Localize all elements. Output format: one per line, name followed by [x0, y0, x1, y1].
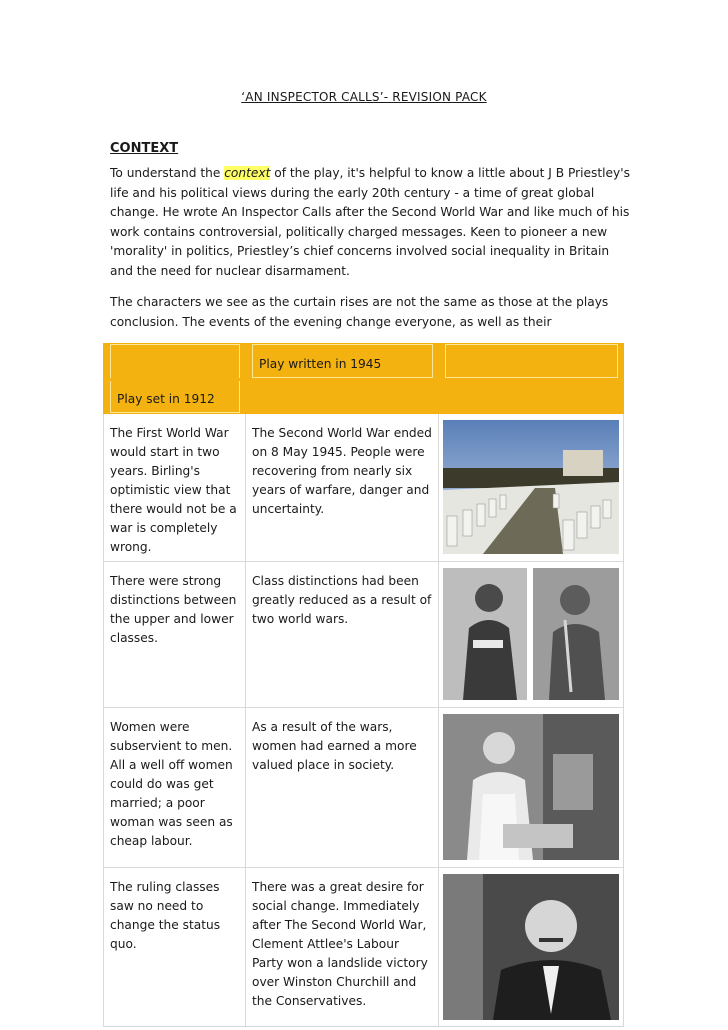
- table-row: [104, 562, 624, 708]
- context-paragraph-2: The characters we see as the curtain rises are not the same as those at the plays conclusion. The events of the evening change everyone, as well as their: [110, 295, 609, 329]
- set-1912-cell: The ruling classes saw no need to change the status quo.: [110, 880, 221, 951]
- context-paragraph-1: To understand the context of the play, it's helpful to know a little about J B Priestley's life and his political views during the early 20th century - a time of great global change. He wrote An Inspector Calls after the Second World War and like much of his work contains controversial, politically charged messages. Keen to pioneer a new 'morality' in politics, Priestley’s chief concerns involved social inequality in Britain and the need for nuclear disarmament.: [110, 166, 630, 278]
- highlighted-word: context: [224, 166, 271, 180]
- two-men-photos: [443, 568, 619, 700]
- written-1945-cell: The Second World War ended on 8 May 1945. People were recovering from nearly six years of warfare, danger and uncertainty.: [252, 426, 432, 516]
- set-1912-cell: The First World War would start in two years. Birling's optimistic view that there would not be a war is completely wrong.: [110, 426, 237, 554]
- woman-working-photo: [443, 714, 619, 860]
- header-set: Play set in 1912: [117, 392, 215, 406]
- table-row: [104, 868, 624, 1027]
- written-1945-cell: Class distinctions had been greatly reduced as a result of two world wars.: [252, 574, 432, 626]
- war-cemetery-photo: [443, 420, 619, 554]
- table-header-row: [104, 344, 624, 381]
- written-1945-cell: There was a great desire for social change. Immediately after The Second World War, Clement Attlee's Labour Party won a landslide victory over Winston Churchill and the Conservatives.: [252, 880, 428, 1008]
- table-row: [104, 708, 624, 868]
- context-heading: CONTEXT: [110, 141, 179, 156]
- table-header-row: [104, 381, 624, 414]
- set-1912-cell: There were strong distinctions between the upper and lower classes.: [110, 574, 237, 645]
- document-title: ‘AN INSPECTOR CALLS’- REVISION PACK: [241, 90, 487, 104]
- context-table: [103, 343, 624, 1027]
- table-row: [104, 414, 624, 562]
- clement-attlee-photo: [443, 874, 619, 1020]
- header-written: Play written in 1945: [259, 357, 382, 371]
- set-1912-cell: Women were subservient to men. All a well off women could do was get married; a poor woman was seen as cheap labour.: [110, 720, 233, 848]
- written-1945-cell: As a result of the wars, women had earned a more valued place in society.: [252, 720, 417, 772]
